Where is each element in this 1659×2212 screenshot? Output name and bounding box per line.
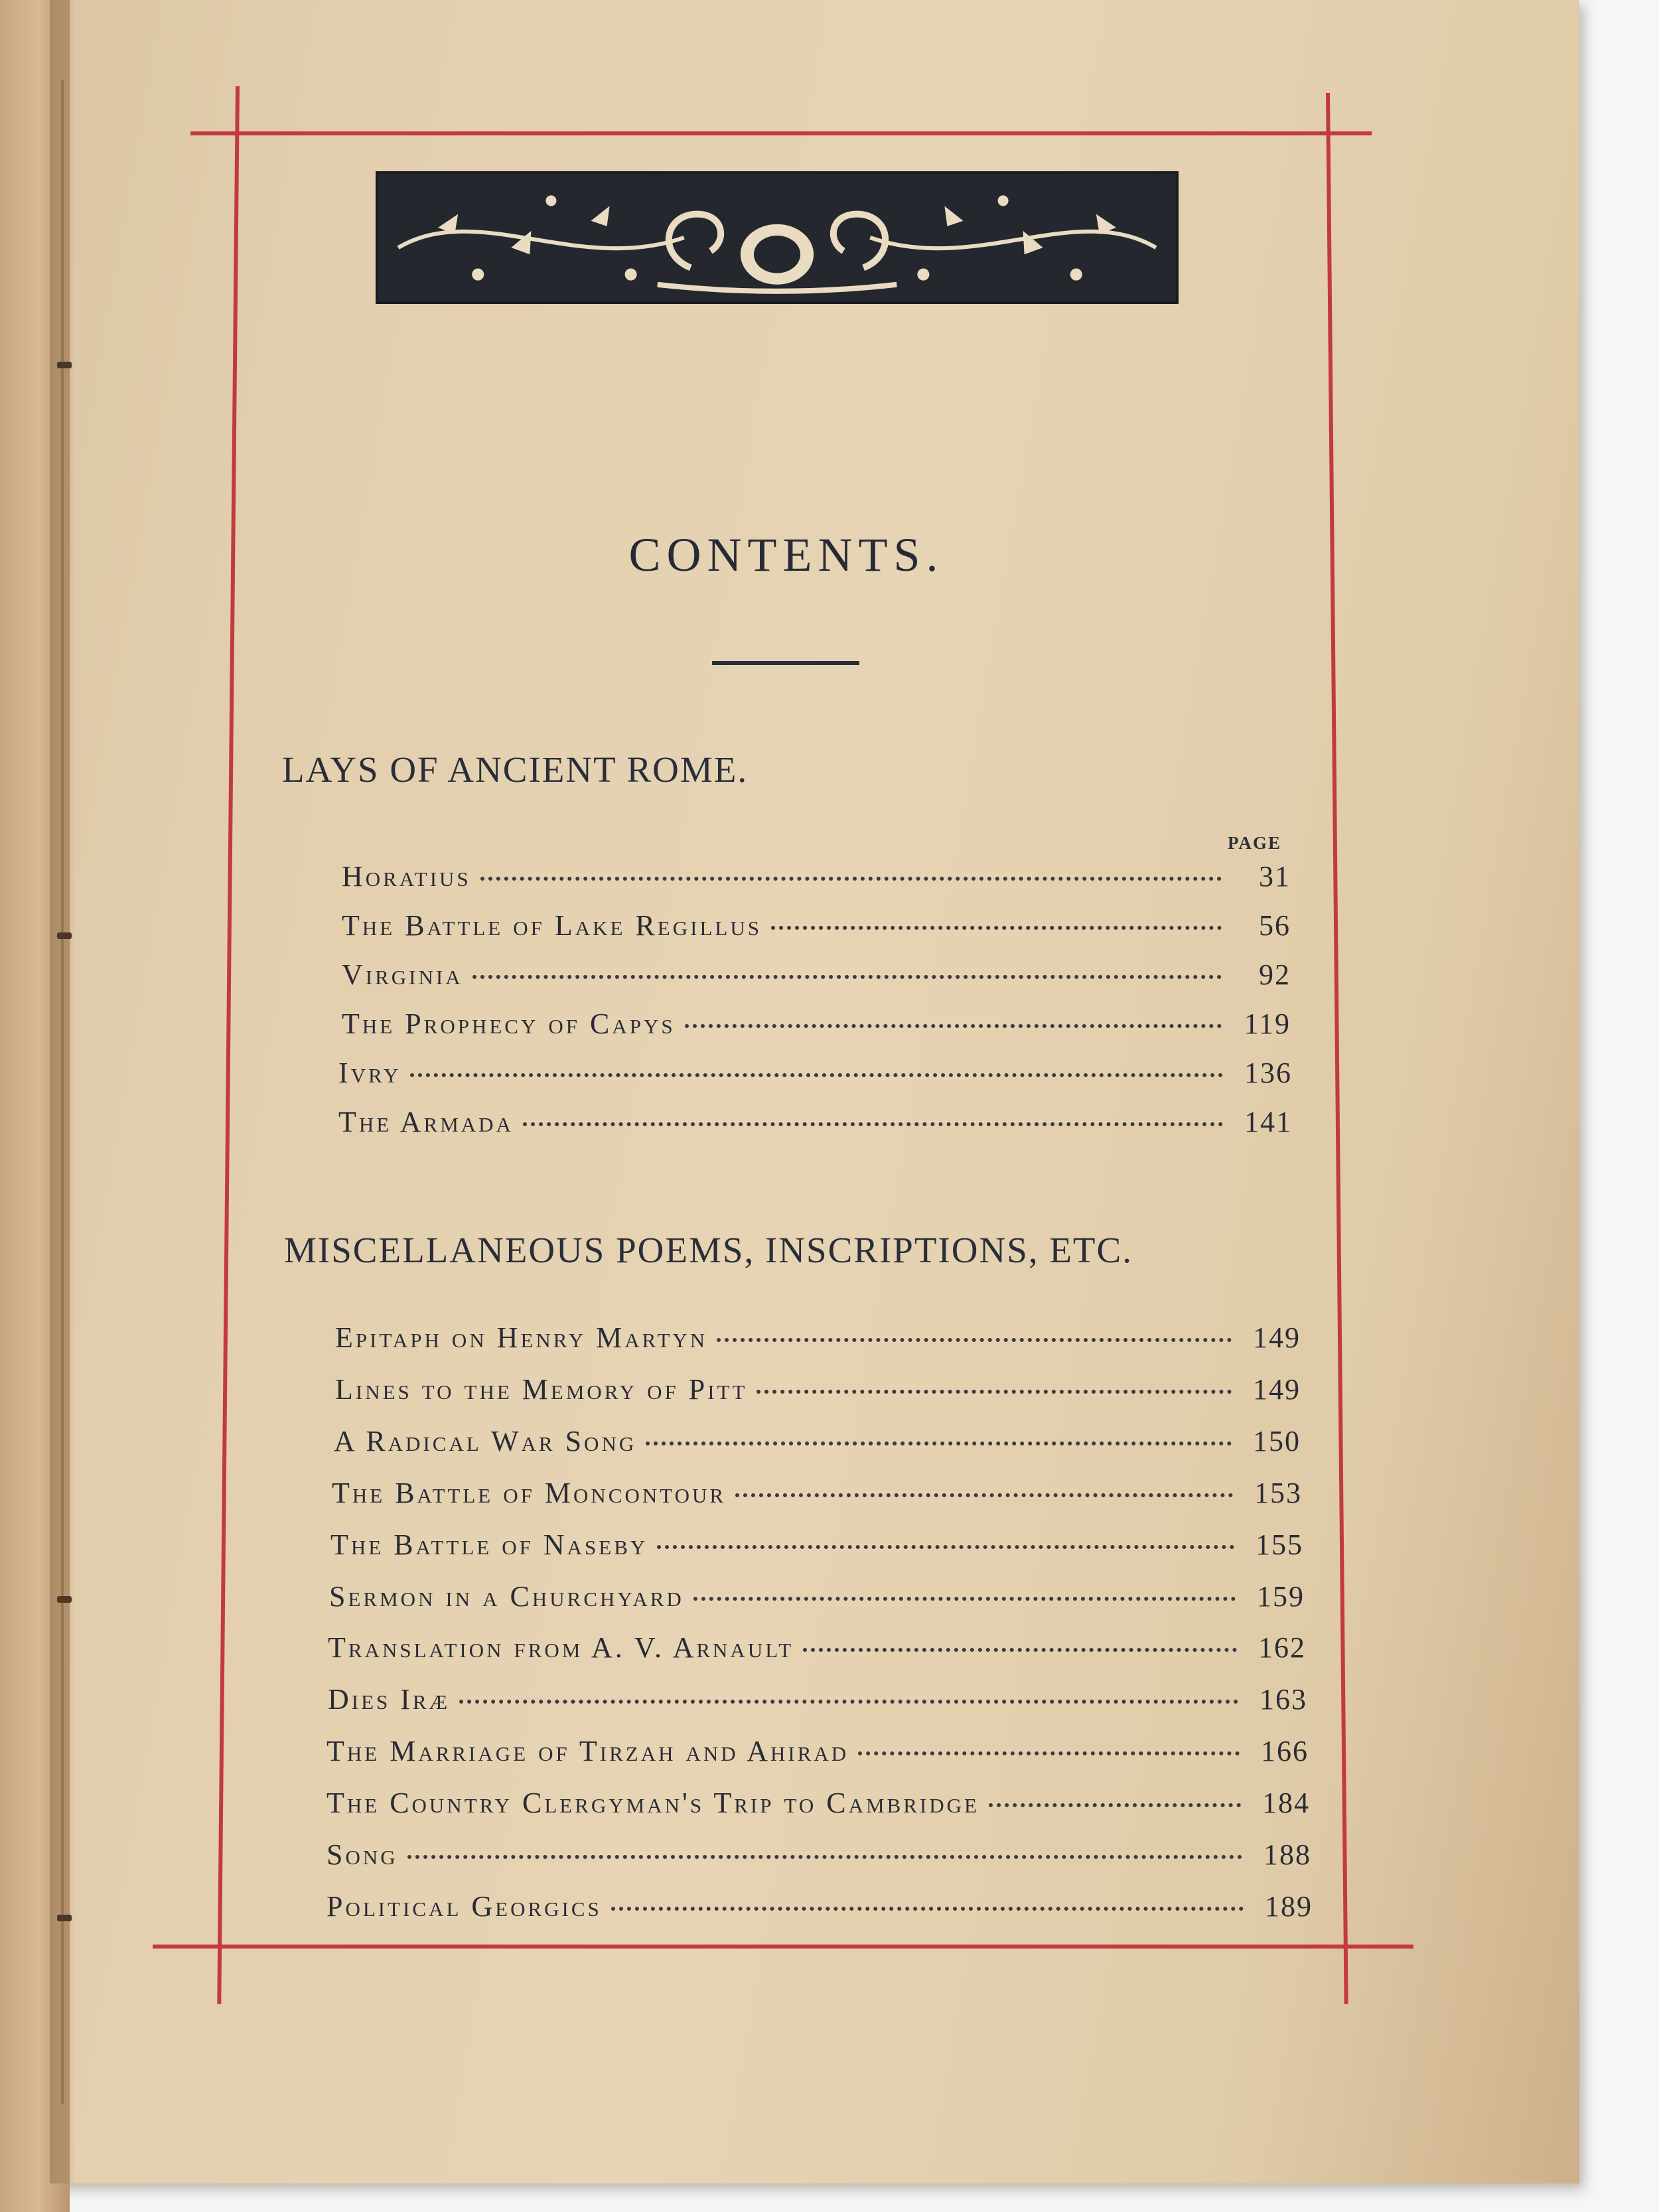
dot-leader <box>803 1648 1237 1652</box>
dot-leader <box>717 1338 1232 1342</box>
dot-leader <box>657 1545 1234 1549</box>
toc-entry-title: The Battle of Lake Regillus <box>342 909 762 942</box>
toc-entry-page: 166 <box>1261 1735 1309 1767</box>
binding-gutter <box>61 80 64 2104</box>
toc-entry-page: 163 <box>1260 1683 1307 1716</box>
dot-leader <box>771 926 1222 930</box>
toc-entry <box>334 1424 1301 1464</box>
title-divider <box>712 661 859 665</box>
toc-entry-page: 56 <box>1259 909 1291 942</box>
toc-entry-title: The Marriage of Tirzah and Ahirad <box>326 1735 849 1767</box>
dot-leader <box>407 1855 1242 1859</box>
dot-leader <box>757 1390 1232 1394</box>
toc-entry <box>338 1056 1292 1096</box>
toc-entry <box>326 1786 1310 1826</box>
toc-entry-title: Virginia <box>342 958 463 991</box>
binding-stitch <box>57 1915 72 1921</box>
toc-entry <box>342 958 1291 997</box>
dot-leader <box>459 1700 1238 1704</box>
toc-entry-title: Dies Iræ <box>328 1683 451 1716</box>
page-title: CONTENTS. <box>628 528 944 581</box>
toc-entry-title: Ivry <box>338 1057 401 1089</box>
toc-entry-title: Translation from A. V. Arnault <box>328 1631 794 1664</box>
toc-entry <box>342 909 1291 948</box>
frame-top-rule <box>190 131 1372 135</box>
frame-bottom-rule <box>153 1945 1413 1949</box>
dot-leader <box>858 1751 1240 1755</box>
toc-entry-title: The Prophecy of Capys <box>342 1007 676 1040</box>
dot-leader <box>735 1493 1233 1497</box>
toc-entry-page: 31 <box>1259 860 1291 893</box>
ornamental-headpiece <box>376 171 1179 304</box>
toc-entry-page: 159 <box>1257 1580 1305 1613</box>
toc-entry-title: Song <box>326 1838 398 1871</box>
section-heading: LAYS OF ANCIENT ROME. <box>282 749 749 790</box>
toc-entry <box>326 1838 1311 1878</box>
binding-stitch <box>57 1596 72 1603</box>
toc-entry-title: Horatius <box>342 860 471 893</box>
toc-entry <box>328 1682 1307 1722</box>
dot-leader <box>410 1073 1223 1077</box>
toc-entry-page: 92 <box>1259 958 1291 991</box>
dot-leader <box>989 1803 1241 1807</box>
toc-entry-page: 149 <box>1253 1321 1301 1354</box>
toc-entry <box>332 1476 1302 1516</box>
dot-leader <box>480 877 1222 881</box>
toc-entry-page: 155 <box>1256 1528 1303 1561</box>
toc-entry <box>326 1889 1313 1929</box>
toc-entry-page: 149 <box>1253 1373 1301 1406</box>
toc-entry-page: 188 <box>1263 1838 1311 1871</box>
binding-stitch <box>57 362 72 368</box>
toc-entry-page: 141 <box>1244 1106 1292 1138</box>
toc-entry <box>328 1631 1306 1670</box>
toc-entry-title: The Battle of Moncontour <box>332 1477 727 1509</box>
toc-entry-title: The Armada <box>338 1106 514 1138</box>
binding-stitch <box>57 932 72 939</box>
toc-entry-page: 153 <box>1254 1477 1302 1509</box>
dot-leader <box>685 1024 1222 1028</box>
section-heading: MISCELLANEOUS POEMS, INSCRIPTIONS, ETC. <box>284 1230 1133 1270</box>
toc-entry-title: The Battle of Naseby <box>330 1528 648 1561</box>
toc-entry-title: Sermon in a Churchyard <box>329 1580 684 1613</box>
dot-leader <box>646 1441 1232 1445</box>
dot-leader <box>611 1907 1244 1911</box>
toc-entry-title: Political Georgics <box>326 1890 602 1923</box>
toc-entry-page: 184 <box>1262 1787 1310 1819</box>
toc-entry-title: Epitaph on Henry Martyn <box>335 1321 708 1354</box>
toc-entry-title: Lines to the Memory of Pitt <box>335 1373 748 1406</box>
toc-entry <box>329 1580 1305 1619</box>
toc-entry-title: A Radical War Song <box>334 1425 637 1457</box>
toc-entry-page: 189 <box>1265 1890 1313 1923</box>
toc-entry <box>342 1007 1291 1047</box>
toc-entry <box>342 859 1291 899</box>
dot-leader <box>523 1122 1223 1126</box>
toc-entry <box>326 1734 1309 1774</box>
toc-entry-page: 119 <box>1244 1007 1291 1040</box>
page-column-label: PAGE <box>1228 833 1281 853</box>
toc-entry <box>335 1321 1301 1361</box>
toc-entry-page: 150 <box>1253 1425 1301 1457</box>
headpiece-vine-icon <box>378 174 1176 301</box>
toc-entry-title: The Country Clergyman's Trip to Cambridge <box>326 1787 979 1819</box>
dot-leader <box>472 975 1222 979</box>
toc-entry <box>338 1105 1292 1145</box>
toc-entry-page: 162 <box>1258 1631 1306 1664</box>
toc-entry <box>330 1528 1303 1568</box>
toc-entry <box>335 1372 1301 1412</box>
dot-leader <box>693 1597 1236 1601</box>
toc-entry-page: 136 <box>1244 1057 1292 1089</box>
